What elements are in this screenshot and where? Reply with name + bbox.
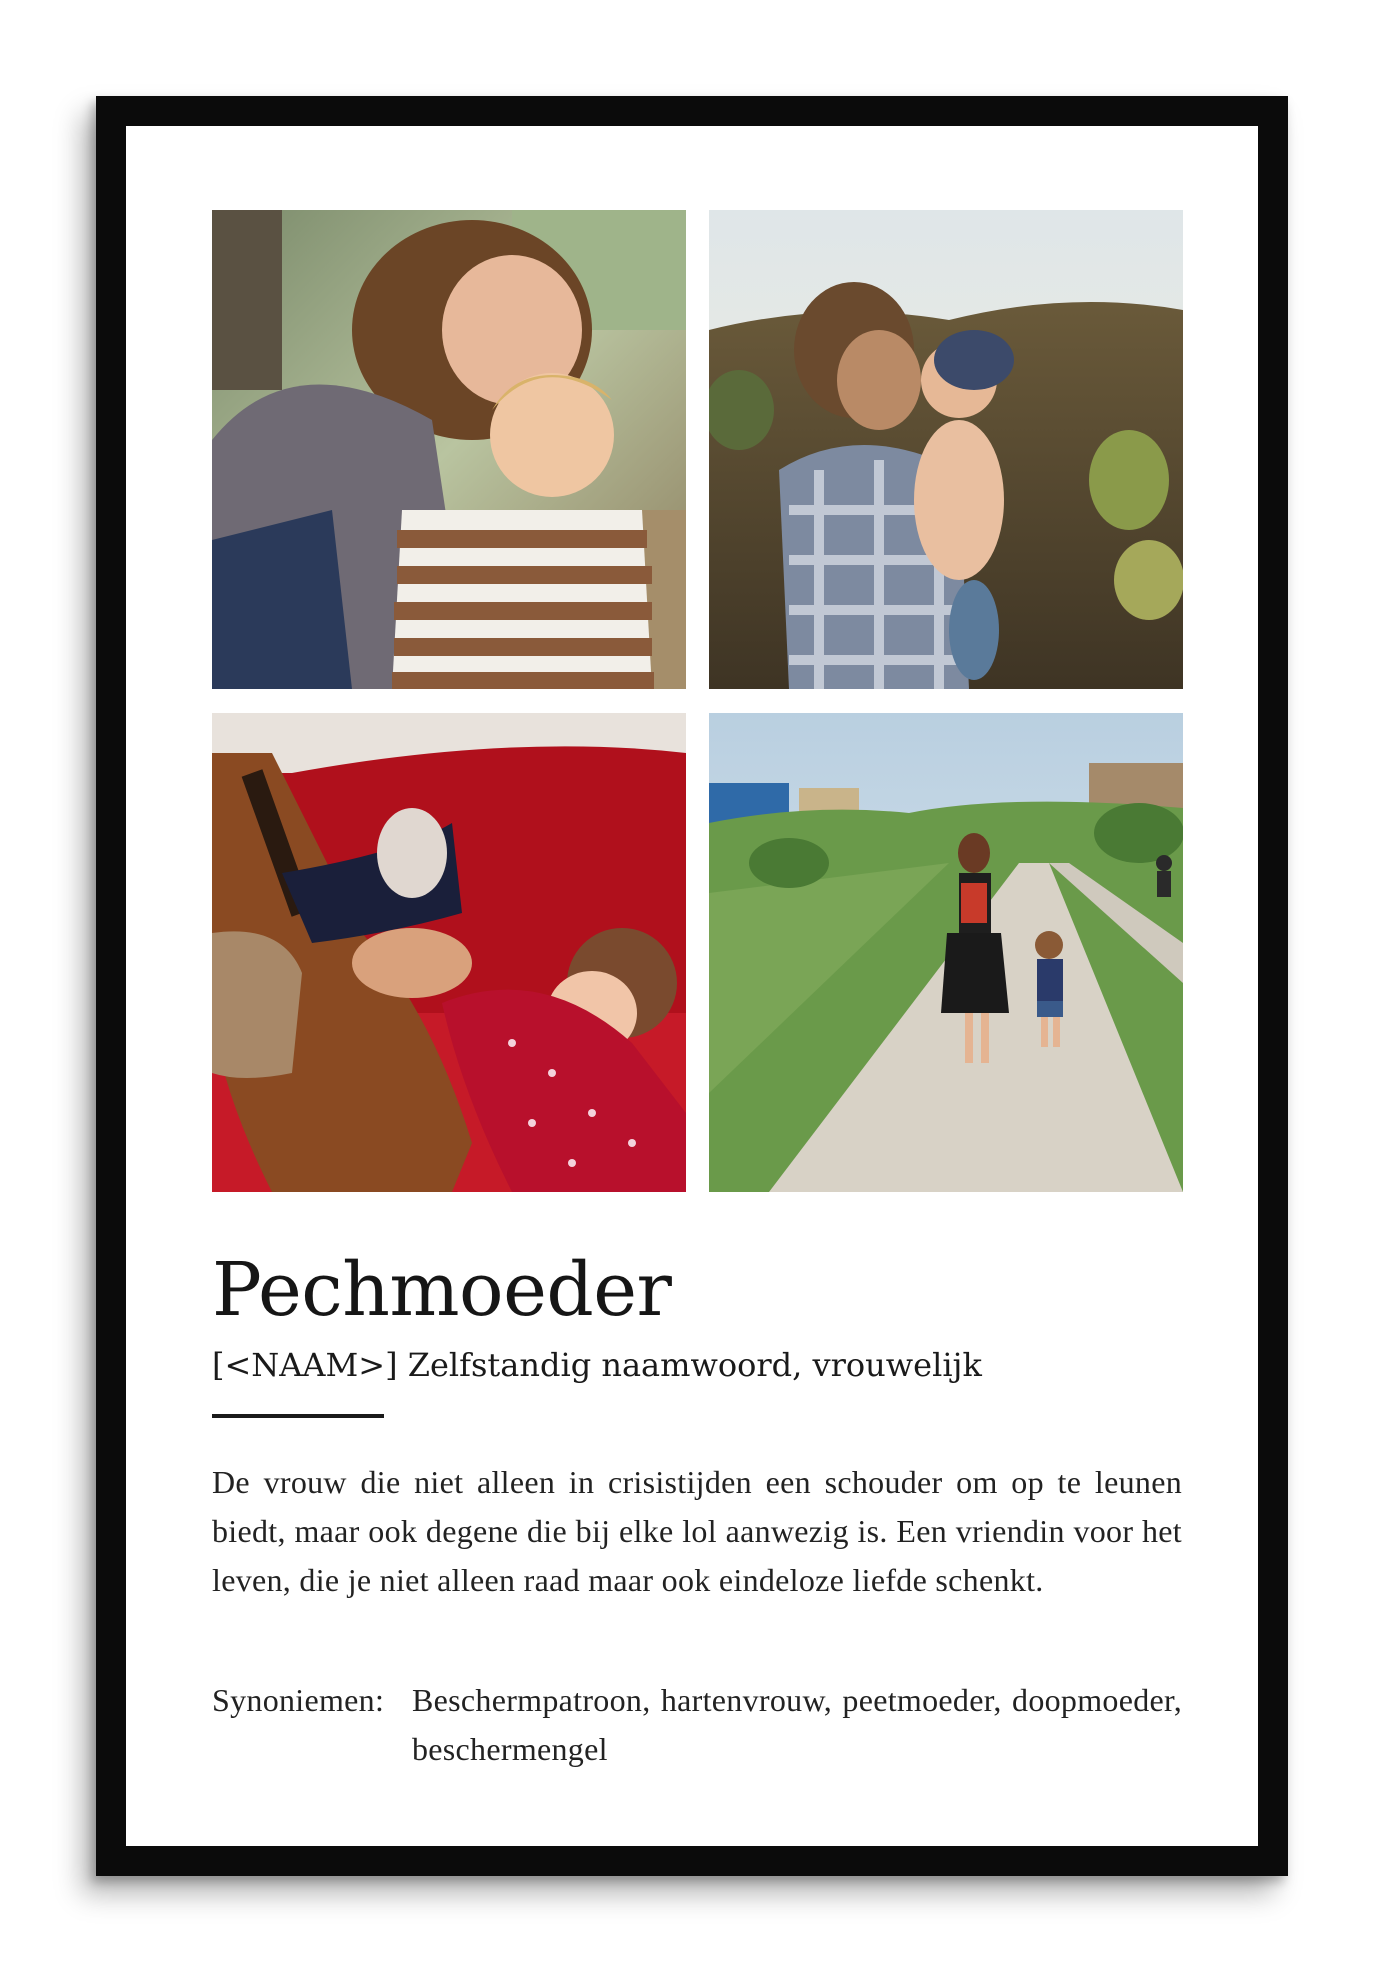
- poster-subtitle: [<NAAM>] Zelfstandig naamwoord, vrouwelijk: [212, 1346, 982, 1384]
- synonyms-list: Beschermpatroon, hartenvrouw, peetmoeder, doopmoeder, beschermengel: [412, 1682, 1182, 1767]
- synonyms-label: Synoniemen:: [212, 1682, 385, 1718]
- photo-woman-holding-baby: [709, 210, 1183, 689]
- poster-title: Pechmoeder: [212, 1247, 672, 1333]
- photo-mother-kissing-child: [212, 210, 686, 689]
- photo-walking-path: [709, 713, 1183, 1192]
- synonyms-block: [212, 1676, 1182, 1774]
- divider-rule: [212, 1414, 384, 1418]
- definition-text: De vrouw die niet alleen in crisistijden een schouder om op te leunen biedt, maar ook degene die bij elke lol aanwezig is. Een vriendin voor het leven, die je niet alleen raad maar ook eindeloze liefde schenkt.: [212, 1464, 1182, 1598]
- photo-baby-with-guitar: [212, 713, 686, 1192]
